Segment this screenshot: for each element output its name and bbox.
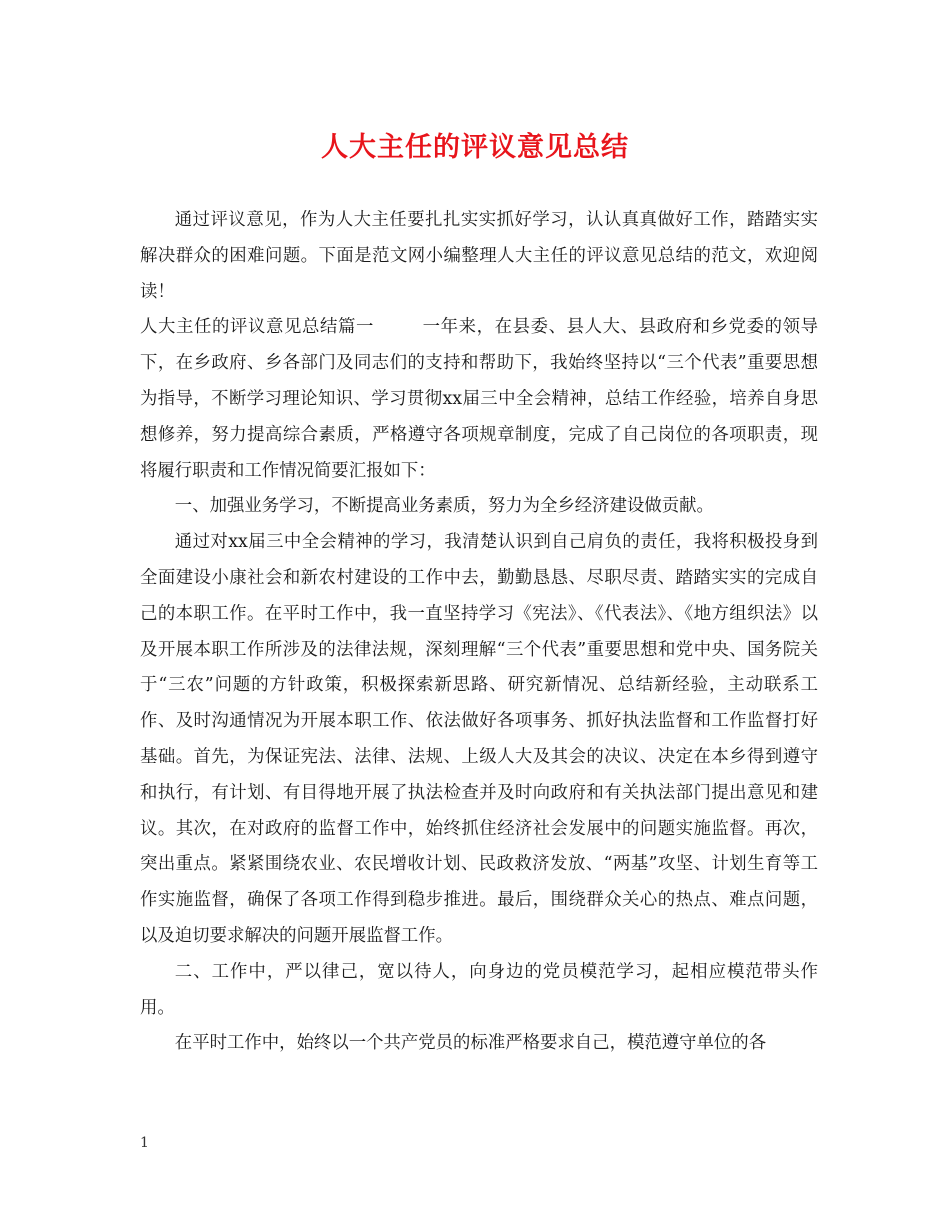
section-lead: 一年来，在县委、县人大、县政府和乡党委的领导下，在乡政府、乡各部门及同志们的支持和帮助下，我始终坚持以“三个代表”重要思想为指导，不断学习理论知识、学习贯彻xx届三中全会精神，总结工作经验，培养自身思想修养，努力提高综合素质，严格遵守各项规章制度，完成了自己岗位的各项职责，现将履行职责和工作情况简要汇报如下：: [140, 317, 818, 481]
point2-heading: 二、工作中，严以律己，宽以待人，向身边的党员模范学习，起相应模范带头作用。: [140, 961, 818, 1018]
point2-body: 在平时工作中，始终以一个共产党员的标准严格要求自己，模范遵守单位的各: [174, 1033, 767, 1054]
document-title: 人大主任的评议意见总结: [321, 132, 629, 163]
section-heading: 人大主任的评议意见总结篇一: [140, 317, 374, 338]
point1-body: 通过对xx届三中全会精神的学习，我清楚认识到自己肩负的责任，我将积极投身到全面建设小康社会和新农村建设的工作中去，勤勤恳恳、尽职尽责、踏踏实实的完成自己的本职工作。在平时工作中，我一直坚持学习《宪法》、《代表法》、《地方组织法》以及开展本职工作所涉及的法律法规，深刻理解“三个代表”重要思想和党中央、国务院关于“三农”问题的方针政策，积极探索新思路、研究新情况、总结新经验，主动联系工作、及时沟通情况为开展本职工作、依法做好各项事务、抓好执法监督和工作监督打好基础。首先，为保证宪法、法律、法规、上级人大及其会的决议、决定在本乡得到遵守和执行，有计划、有目得地开展了执法检查并及时向政府和有关执法部门提出意见和建议。其次，在对政府的监督工作中，始终抓住经济社会发展中的问题实施监督。再次，突出重点。紧紧围绕农业、农民增收计划、民政救济发放、“两基”攻坚、计划生育等工作实施监督，确保了各项工作得到稳步推进。最后，围绕群众关心的热点、难点问题，以及迫切要求解决的问题开展监督工作。: [140, 532, 818, 946]
section-paragraph: [140, 310, 818, 489]
point1-heading: 一、加强业务学习，不断提高业务素质，努力为全乡经济建设做贡献。: [174, 496, 714, 517]
document-body: [140, 203, 818, 1062]
page-number: 1: [140, 1135, 149, 1151]
intro-paragraph: 通过评议意见，作为人大主任要扎扎实实抓好学习，认认真真做好工作，踏踏实实解决群众的困难问题。下面是范文网小编整理人大主任的评议意见总结的范文，欢迎阅读！: [140, 210, 818, 302]
